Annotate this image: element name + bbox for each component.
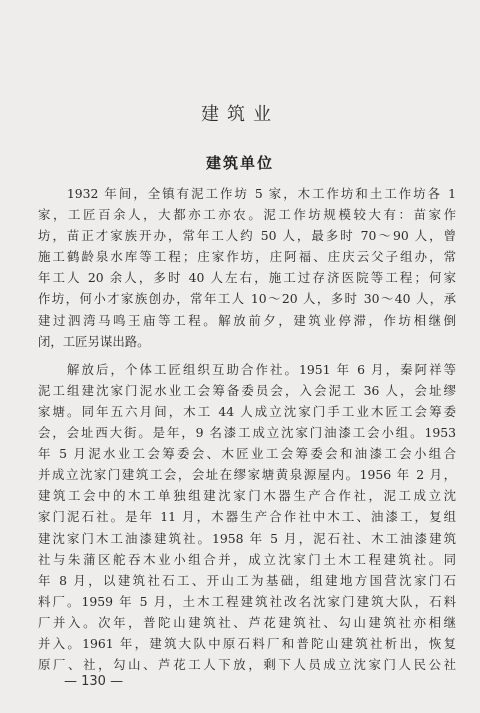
page-number: — 130 — [64, 674, 124, 689]
text-line: 年 8 月，以建筑社石工、开山工为基础，组建地方国营沈家门石 [38, 572, 456, 588]
text-line: 建沈家门木工油漆建筑社。1958 年 5 月，泥石社、木工油漆建筑 [38, 530, 456, 546]
text-line: 泥工组建沈家门泥水业工会筹备委员会，入会泥工 36 人，会址缪 [38, 382, 456, 398]
text-line: 社与朱蒲区舵吞木业小组合并，成立沈家门土木工程建筑社。同 [38, 551, 456, 567]
text-line: 家，工匠百余人，大都亦工亦农。泥工作坊规模较大有：苗家作 [38, 207, 456, 223]
text-line: 家门泥石社。是年 11 月，木器生产合作社中木工、油漆工，复组 [38, 509, 456, 525]
text-line: 闭，工匠另谋出路。 [38, 333, 150, 349]
text-line: 会，会址西大街。是年，9 名漆工成立沈家门油漆工会小组。1953 [38, 425, 456, 441]
paragraph-2 [38, 359, 456, 675]
text-line: 并成立沈家门建筑工会，会址在缪家塘黄泉源屋内。1956 年 2 月， [38, 467, 456, 483]
text-line: 建过泗湾马鸣王庙等工程。解放前夕，建筑业停滞，作坊相继倒 [38, 312, 456, 328]
text-line: 并入。1961 年，建筑大队中原石料厂和普陀山建筑社析出，恢复 [38, 635, 456, 651]
text-line: 年工人 20 余人，多时 40 人左右，施工过存济医院等工程；何家 [38, 270, 456, 286]
text-line: 施工鹤龄泉水库等工程；庄家作坊，庄阿福、庄庆云父子组办，常 [38, 249, 456, 265]
text-line: 解放后，个体工匠组织互助合作社。1951 年 6 月，秦阿祥等 [38, 361, 456, 377]
text-line: 作坊，何小才家族创办，常年工人 10～20 人，多时 30～40 人，承 [38, 291, 456, 307]
section-title: 建筑单位 [205, 154, 274, 172]
body-text [38, 183, 456, 675]
text-line: 原厂、社，勾山、芦花工人下放，剩下人员成立沈家门人民公社 [38, 657, 456, 673]
text-line: 年 5 月泥水业工会筹委会、木匠业工会筹委会和油漆工会小组合 [38, 446, 456, 462]
text-line: 坊，苗正才家族开办，常年工人约 50 人，最多时 70～90 人，曾 [38, 228, 456, 244]
paragraph-1 [38, 183, 456, 352]
text-line: 家塘。同年五六月间，木工 44 人成立沈家门手工业木匠工会筹委 [38, 403, 456, 419]
text-line: 建筑工会中的木工单独组建沈家门木器生产合作社，泥工成立沈 [38, 488, 456, 504]
text-line: 料厂。1959 年 5 月，土木工程建筑社改名沈家门建筑大队，石料 [38, 593, 456, 609]
text-line: 1932 年间，全镇有泥工作坊 5 家，木工作坊和土工作坊各 1 [38, 186, 456, 201]
chapter-title: 建筑业 [201, 104, 279, 125]
text-line: 厂并入。次年，普陀山建筑社、芦花建筑社、勾山建筑社亦相继 [38, 614, 456, 630]
